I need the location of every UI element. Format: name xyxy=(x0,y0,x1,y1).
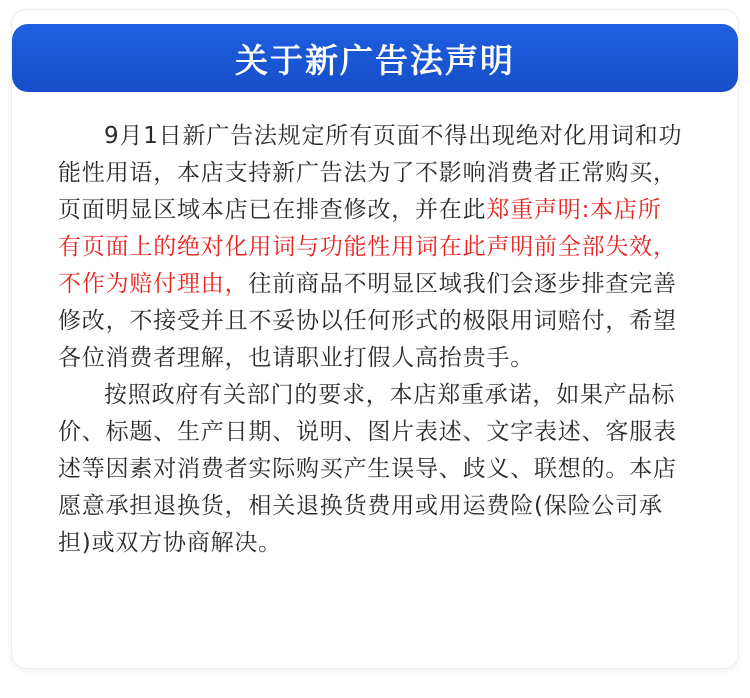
disclaimer-line-1: 9月1日新广告法规定所有页面不得出现绝对化用词和功 xyxy=(104,123,683,149)
notice-card xyxy=(12,10,738,668)
disclaimer-line-5 xyxy=(58,266,718,303)
commitment-line-5: 担)或双方协商解决。 xyxy=(58,530,282,556)
disclaimer-line-2: 能性用语，本店支持新广告法为了不影响消费者正常购买， xyxy=(58,160,677,186)
disclaimer-line-3 xyxy=(58,192,718,229)
title-bar xyxy=(12,24,738,92)
solemn-statement-end: 不作为赔付理由， xyxy=(58,271,249,297)
notice-body xyxy=(58,118,718,562)
disclaimer-line-3-text: 页面明显区域本店已在排查修改，并在此 xyxy=(58,197,487,223)
commitment-line-4: 愿意承担退换货，相关退换货费用或用运费险(保险公司承 xyxy=(58,493,663,519)
notice-title: 关于新广告法声明 xyxy=(235,40,515,80)
paragraph-disclaimer xyxy=(58,118,718,377)
commitment-line-1: 按照政府有关部门的要求，本店郑重承诺，如果产品标 xyxy=(104,382,676,408)
paragraph-commitment xyxy=(58,377,718,562)
disclaimer-line-7: 各位消费者理解，也请职业打假人高抬贵手。 xyxy=(58,345,534,371)
solemn-statement-start: 郑重声明:本店所 xyxy=(486,197,662,223)
commitment-line-3: 述等因素对消费者实际购买产生误导、歧义、联想的。本店 xyxy=(58,456,677,482)
commitment-line-2: 价、标题、生产日期、说明、图片表述、文字表述、客服表 xyxy=(58,419,677,445)
disclaimer-line-5-text: 往前商品不明显区域我们会逐步排查完善 xyxy=(248,271,677,297)
disclaimer-line-6: 修改，不接受并且不妥协以任何形式的极限用词赔付，希望 xyxy=(58,308,677,334)
solemn-statement-middle: 有页面上的绝对化用词与功能性用词在此声明前全部失效， xyxy=(58,234,677,260)
